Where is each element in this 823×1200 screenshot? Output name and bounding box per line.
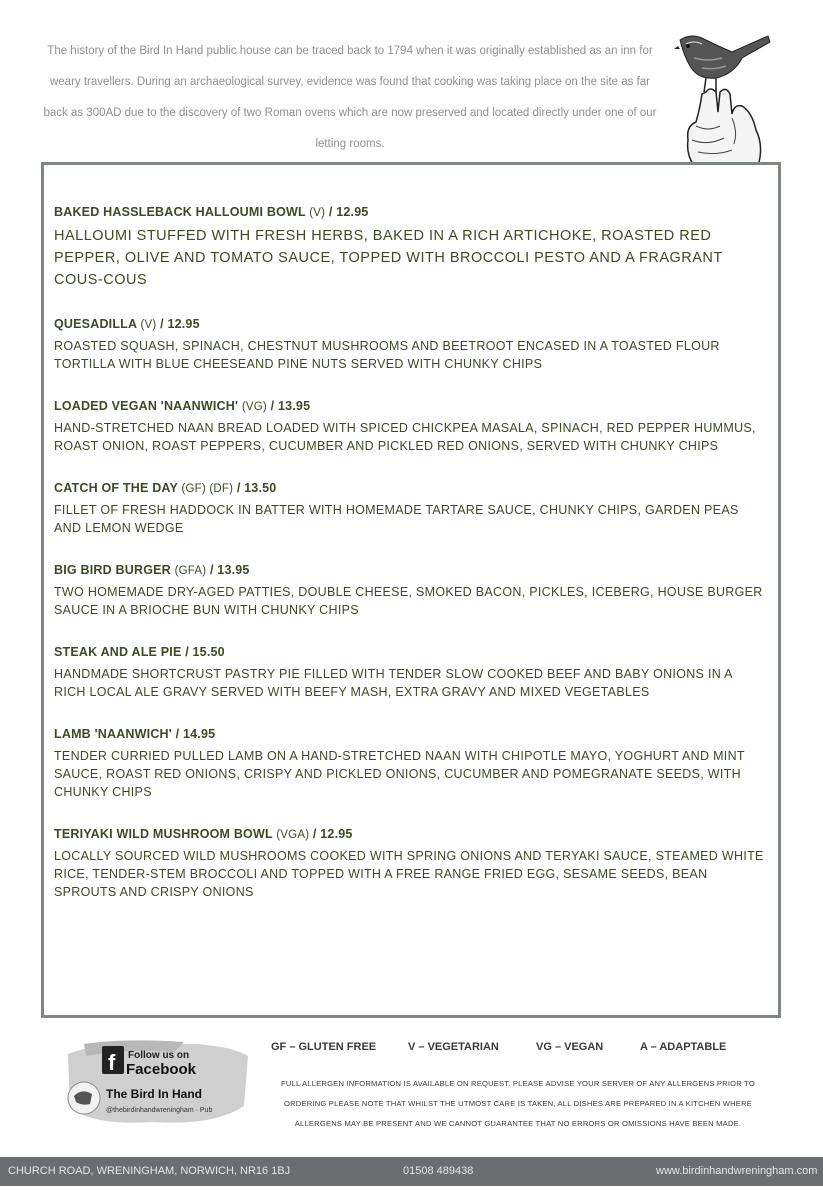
menu-item-title: [54, 399, 764, 413]
profile-avatar: [68, 1082, 100, 1114]
menu-item-price: / 13.95: [209, 563, 250, 577]
allergen-notice-text: FULL ALLERGEN INFORMATION IS AVAILABLE ON REQUEST. PLEASE ADVISE YOUR SERVER OF ANY ALLERGENS PRIOR TO ORDERING PLEASE NOTE THAT WHILST THE UTMOST CARE IS TAKEN, ALL DISHES ARE PREPARED IN A KITCHEN WHERE ALLERGENS MAY BE PRESENT AND WE CANNOT GUARANTEE THAT NO ERRORS OR OMISSIONS HAVE BEEN MADE.: [281, 1079, 755, 1128]
menu-item-title: [54, 645, 764, 659]
menu-item: [54, 317, 764, 373]
menu-item-description: TWO HOMEMADE DRY-AGED PATTIES, DOUBLE CHEESE, SMOKED BACON, PICKLES, ICEBERG, HOUSE BURGER SAUCE IN A BRIOCHE BUN WITH CHUNKY CHIPS: [54, 585, 763, 617]
menu-item-title: [54, 563, 764, 577]
footer-phone[interactable]: 01508 489438: [403, 1165, 474, 1177]
menu-item: [54, 645, 764, 701]
menu-item-description: HALLOUMI STUFFED WITH FRESH HERBS, BAKED IN A RICH ARTICHOKE, ROASTED RED PEPPER, OLIVE AND TOMATO SAUCE, TOPPED WITH BROCCOLI PESTO AND A FRAGRANT COUS-COUS: [54, 228, 723, 288]
allergen-notice: [268, 1074, 768, 1134]
menu-item-price: / 12.95: [160, 317, 200, 331]
menu-item-title: [54, 481, 764, 495]
menu-item: [54, 563, 764, 619]
page-name: The Bird In Hand: [106, 1087, 202, 1101]
menu-item-description: HAND-STRETCHED NAAN BREAD LOADED WITH SPICED CHICKPEA MASALA, SPINACH, RED PEPPER HUMMUS, ROAST ONION, ROAST PEPPERS, CUCUMBER AND PICKLED RED ONIONS, SERVED WITH CHUNKY CHIPS: [54, 421, 756, 453]
menu-item-name: STEAK AND ALE PIE: [54, 645, 182, 659]
menu-item-title: [54, 317, 764, 331]
menu-item-diet-tag: (VGA): [276, 829, 310, 841]
facebook-social-badge[interactable]: [64, 1036, 250, 1128]
follow-us-label: Follow us on: [128, 1050, 190, 1061]
menu-item-price: / 15.50: [185, 645, 225, 659]
facebook-label: Facebook: [126, 1061, 197, 1078]
menu-item-diet-tag: (VG): [241, 401, 267, 413]
svg-text:f: f: [108, 1050, 116, 1075]
menu-item: [54, 727, 764, 801]
menu-item-title: [54, 727, 764, 741]
footer-bar: [0, 1157, 823, 1186]
page-handle: @thebirdinhandwreningham · Pub: [106, 1107, 213, 1114]
menu-item: [54, 827, 764, 901]
legend-vegan: VG – VEGAN: [536, 1041, 604, 1053]
menu-item-description: TENDER CURRIED PULLED LAMB ON A HAND-STRETCHED NAAN WITH CHIPOTLE MAYO, YOGHURT AND MINT SAUCE, ROAST RED ONIONS, CRISPY AND PICKLED ONIONS, CUCUMBER AND POMEGRANATE SEEDS, WITH CHUNKY CHIPS: [54, 749, 745, 799]
menu-items-list: [54, 205, 764, 927]
menu-item-price: / 12.95: [328, 205, 369, 219]
menu-item-price: / 14.95: [175, 727, 216, 741]
menu-item: [54, 399, 764, 455]
history-paragraph: The history of the Bird In Hand public house can be traced back to 1794 when it was originally established as an inn for weary travellers. During an archaeological survey, evidence was found that cooking was taking place on the site as far back as 300AD due to the discovery of two Roman ovens which are now preserved and located directly under one of our letting rooms.: [43, 45, 657, 150]
menu-item-diet-tag: (V): [140, 319, 157, 331]
bird-in-hand-illustration: [672, 22, 782, 168]
menu-item-price: / 13.95: [270, 399, 311, 413]
legend-adaptable: A – ADAPTABLE: [640, 1041, 727, 1053]
menu-item-name: QUESADILLA: [54, 317, 137, 331]
menu-item-diet-tag: (GFA): [174, 565, 207, 577]
legend-vegetarian: V – VEGETARIAN: [408, 1041, 499, 1053]
legend-gluten-free: GF – GLUTEN FREE: [271, 1041, 377, 1053]
menu-item-name: CATCH OF THE DAY: [54, 481, 178, 495]
menu-item-description: FILLET OF FRESH HADDOCK IN BATTER WITH HOMEMADE TARTARE SAUCE, CHUNKY CHIPS, GARDEN PEAS AND LEMON WEDGE: [54, 503, 739, 535]
footer-website-link[interactable]: www.birdinhandwreningham.com: [656, 1165, 818, 1177]
menu-item-name: LOADED VEGAN 'NAANWICH': [54, 399, 239, 413]
menu-item-title: [54, 205, 764, 219]
menu-item-name: TERIYAKI WILD MUSHROOM BOWL: [54, 827, 273, 841]
menu-item-price: / 13.50: [236, 481, 277, 495]
menu-item-name: BIG BIRD BURGER: [54, 563, 171, 577]
menu-item: [54, 481, 764, 537]
menu-item-diet-tag: (V): [309, 207, 326, 219]
menu-item-diet-tag: (GF) (DF): [181, 483, 234, 495]
menu-item-description: ROASTED SQUASH, SPINACH, CHESTNUT MUSHROOMS AND BEETROOT ENCASED IN A TOASTED FLOUR TORTILLA WITH BLUE CHEESEAND PINE NUTS SERVED WITH CHUNKY CHIPS: [54, 339, 720, 371]
menu-item-price: / 12.95: [312, 827, 353, 841]
menu-item-name: LAMB 'NAANWICH': [54, 727, 172, 741]
menu-item: [54, 205, 764, 291]
menu-item-description: HANDMADE SHORTCRUST PASTRY PIE FILLED WITH TENDER SLOW COOKED BEEF AND BABY ONIONS IN A RICH LOCAL ALE GRAVY SERVED WITH BEEFY MASH, EXTRA GRAVY AND MIXED VEGETABLES: [54, 667, 733, 699]
footer-address: CHURCH ROAD, WRENINGHAM, NORWICH, NR16 1BJ: [8, 1165, 291, 1177]
menu-panel: [41, 162, 781, 1018]
menu-item-name: BAKED HASSLEBACK HALLOUMI BOWL: [54, 205, 306, 219]
facebook-icon: [102, 1046, 124, 1075]
menu-item-description: LOCALLY SOURCED WILD MUSHROOMS COOKED WITH SPRING ONIONS AND TERYAKI SAUCE, STEAMED WHITE RICE, TENDER-STEM BROCCOLI AND TOPPED WITH A FREE RANGE FRIED EGG, SESAME SEEDS, BEAN SPROUTS AND CRISPY ONIONS: [54, 849, 764, 899]
menu-item-title: [54, 827, 764, 841]
